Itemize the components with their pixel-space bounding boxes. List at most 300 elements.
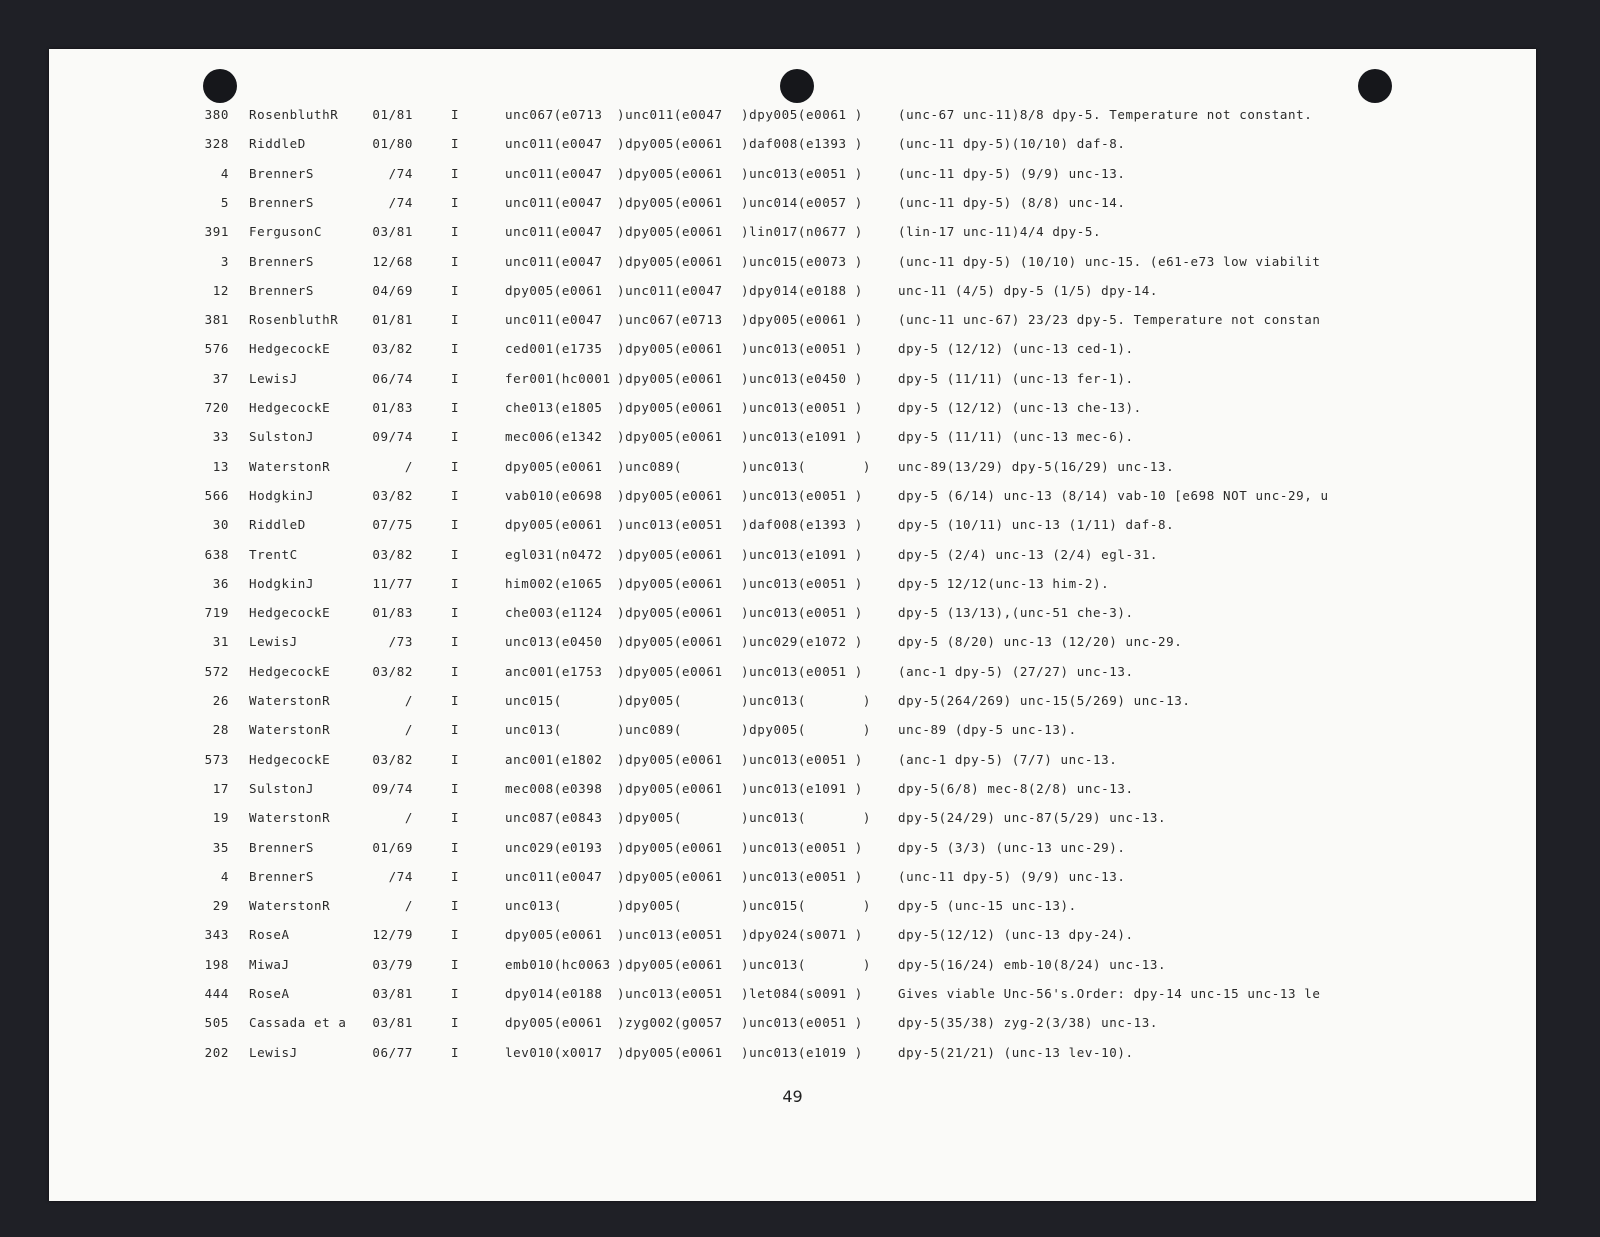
row-author: HodgkinJ	[249, 575, 315, 591]
row-gene-2: )dpy005(	[617, 898, 683, 914]
table-row	[49, 1045, 1536, 1074]
row-date: 03/82	[372, 341, 413, 357]
row-number: 343	[204, 927, 229, 943]
row-gene-1: unc011(e0047	[505, 194, 603, 210]
row-number: 381	[204, 312, 229, 328]
table-row	[49, 634, 1536, 663]
row-gene-2: )dpy005(e0061	[617, 194, 723, 210]
row-gene-2: )unc089(	[617, 722, 683, 738]
row-chromosome: I	[451, 253, 460, 269]
row-author: FergusonC	[249, 224, 323, 240]
row-number: 26	[212, 693, 229, 708]
row-gene-1: egl031(n0472	[505, 546, 603, 562]
row-result: dpy-5(16/24) emb-10(8/24) unc-13.	[898, 956, 1167, 972]
table-row	[49, 781, 1536, 810]
row-chromosome: I	[451, 107, 460, 122]
row-chromosome: I	[451, 400, 460, 415]
row-date: 11/77	[372, 575, 413, 591]
row-result: dpy-5 (12/12) (unc-13 che-13).	[898, 400, 1142, 415]
row-author: HedgecockE	[249, 400, 331, 415]
row-author: RosenbluthR	[249, 107, 339, 122]
row-number: 720	[204, 400, 229, 415]
row-number: 5	[220, 194, 229, 210]
row-gene-3: )unc013(e1091 )	[741, 780, 863, 796]
row-gene-2: )dpy005(e0061	[617, 546, 723, 562]
row-gene-3: )unc015(e0073 )	[741, 253, 863, 269]
table-row	[49, 605, 1536, 634]
row-result: dpy-5(35/38) zyg-2(3/38) unc-13.	[898, 1015, 1159, 1031]
row-number: 572	[204, 663, 229, 679]
row-gene-3: )unc013(e0051 )	[741, 868, 863, 884]
row-date: 01/81	[372, 107, 413, 122]
row-gene-1: unc011(e0047	[505, 136, 603, 152]
row-gene-2: )dpy005(e0061	[617, 1044, 723, 1060]
row-result: dpy-5 (12/12) (unc-13 ced-1).	[898, 341, 1134, 357]
row-gene-2: )dpy005(e0061	[617, 605, 723, 621]
row-gene-2: )unc067(e0713	[617, 312, 723, 328]
row-gene-1: ced001(e1735	[505, 341, 603, 357]
row-gene-3: )unc013(e0051 )	[741, 1015, 863, 1031]
row-gene-3: )unc015( )	[741, 898, 872, 914]
row-gene-1: unc015(	[505, 693, 562, 708]
row-chromosome: I	[451, 605, 460, 621]
row-date: /	[404, 693, 413, 708]
row-author: WaterstonR	[249, 810, 331, 826]
row-result: dpy-5(12/12) (unc-13 dpy-24).	[898, 927, 1134, 943]
row-date: 06/77	[372, 1044, 413, 1060]
row-result: dpy-5(24/29) unc-87(5/29) unc-13.	[898, 810, 1167, 826]
row-gene-1: unc013(	[505, 722, 562, 738]
row-author: RoseA	[249, 986, 290, 1001]
row-gene-3: )dpy005(e0061 )	[741, 312, 863, 328]
row-gene-2: )dpy005(	[617, 693, 683, 708]
row-number: 573	[204, 751, 229, 767]
row-author: RoseA	[249, 927, 290, 943]
row-date: 03/79	[372, 956, 413, 972]
row-gene-3: )unc013(e1019 )	[741, 1044, 863, 1060]
row-number: 391	[204, 224, 229, 240]
row-gene-2: )dpy005(e0061	[617, 487, 723, 503]
table-row	[49, 459, 1536, 488]
table-row	[49, 810, 1536, 839]
page-number: 49	[782, 1087, 803, 1106]
row-gene-2: )dpy005(e0061	[617, 575, 723, 591]
table-row	[49, 869, 1536, 898]
row-gene-2: )dpy005(e0061	[617, 868, 723, 884]
row-result: (anc-1 dpy-5) (27/27) unc-13.	[898, 663, 1134, 679]
row-gene-1: mec006(e1342	[505, 429, 603, 445]
row-gene-3: )let084(s0091 )	[741, 986, 863, 1001]
row-result: dpy-5 (8/20) unc-13 (12/20) unc-29.	[898, 634, 1183, 650]
row-number: 566	[204, 487, 229, 503]
row-gene-1: unc011(e0047	[505, 253, 603, 269]
table-row	[49, 400, 1536, 429]
table-row	[49, 1015, 1536, 1044]
row-date: 03/81	[372, 224, 413, 240]
row-chromosome: I	[451, 458, 460, 474]
row-result: (anc-1 dpy-5) (7/7) unc-13.	[898, 751, 1118, 767]
row-chromosome: I	[451, 956, 460, 972]
row-result: dpy-5 (10/11) unc-13 (1/11) daf-8.	[898, 517, 1175, 533]
table-row	[49, 898, 1536, 927]
row-gene-3: )unc013(e0051 )	[741, 575, 863, 591]
row-result: dpy-5(6/8) mec-8(2/8) unc-13.	[898, 780, 1134, 796]
row-chromosome: I	[451, 839, 460, 855]
row-date: /73	[388, 634, 413, 650]
row-gene-3: )lin017(n0677 )	[741, 224, 863, 240]
row-gene-2: )dpy005(e0061	[617, 956, 723, 972]
row-date: 01/81	[372, 312, 413, 328]
row-chromosome: I	[451, 575, 460, 591]
row-date: 03/82	[372, 751, 413, 767]
table-row	[49, 254, 1536, 283]
row-gene-1: unc067(e0713	[505, 107, 603, 122]
row-author: WaterstonR	[249, 722, 331, 738]
row-author: SulstonJ	[249, 780, 315, 796]
row-gene-3: )dpy005(e0061 )	[741, 107, 863, 122]
row-chromosome: I	[451, 429, 460, 445]
row-chromosome: I	[451, 370, 460, 386]
row-number: 19	[212, 810, 229, 826]
row-gene-2: )unc089(	[617, 458, 683, 474]
row-date: /	[404, 898, 413, 914]
table-row	[49, 722, 1536, 751]
row-result: dpy-5 (11/11) (unc-13 fer-1).	[898, 370, 1134, 386]
document-page	[49, 49, 1536, 1201]
row-gene-3: )dpy014(e0188 )	[741, 282, 863, 298]
row-date: 09/74	[372, 780, 413, 796]
table-row	[49, 957, 1536, 986]
row-gene-3: )unc013( )	[741, 810, 872, 826]
row-author: MiwaJ	[249, 956, 290, 972]
table-row	[49, 341, 1536, 370]
row-date: /	[404, 458, 413, 474]
row-date: /	[404, 722, 413, 738]
row-date: 07/75	[372, 517, 413, 533]
row-gene-2: )dpy005(e0061	[617, 224, 723, 240]
row-date: 03/81	[372, 986, 413, 1001]
row-gene-3: )unc013(e0051 )	[741, 839, 863, 855]
row-chromosome: I	[451, 1044, 460, 1060]
row-gene-1: che013(e1805	[505, 400, 603, 415]
row-author: BrennerS	[249, 868, 315, 884]
row-number: 29	[212, 898, 229, 914]
table-row	[49, 576, 1536, 605]
row-date: 03/82	[372, 487, 413, 503]
row-date: /74	[388, 165, 413, 181]
row-result: (unc-11 dpy-5) (10/10) unc-15. (e61-e73 low viabilit	[898, 253, 1321, 269]
row-author: HedgecockE	[249, 751, 331, 767]
row-author: WaterstonR	[249, 693, 331, 708]
row-gene-1: unc013(e0450	[505, 634, 603, 650]
row-date: 06/74	[372, 370, 413, 386]
row-number: 328	[204, 136, 229, 152]
row-gene-2: )unc013(e0051	[617, 986, 723, 1001]
row-date: 03/82	[372, 546, 413, 562]
table-row	[49, 429, 1536, 458]
row-number: 198	[204, 956, 229, 972]
row-number: 35	[212, 839, 229, 855]
row-date: 04/69	[372, 282, 413, 298]
row-number: 505	[204, 1015, 229, 1031]
row-gene-1: unc013(	[505, 898, 562, 914]
row-gene-3: )daf008(e1393 )	[741, 136, 863, 152]
row-gene-1: fer001(hc0001	[505, 370, 611, 386]
row-gene-1: dpy005(e0061	[505, 927, 603, 943]
row-author: BrennerS	[249, 165, 315, 181]
table-row	[49, 283, 1536, 312]
row-gene-2: )dpy005(e0061	[617, 751, 723, 767]
row-gene-1: dpy005(e0061	[505, 1015, 603, 1031]
row-chromosome: I	[451, 487, 460, 503]
row-number: 30	[212, 517, 229, 533]
row-chromosome: I	[451, 722, 460, 738]
row-gene-1: vab010(e0698	[505, 487, 603, 503]
table-row	[49, 693, 1536, 722]
row-number: 202	[204, 1044, 229, 1060]
row-chromosome: I	[451, 165, 460, 181]
row-result: unc-89 (dpy-5 unc-13).	[898, 722, 1077, 738]
row-chromosome: I	[451, 282, 460, 298]
row-chromosome: I	[451, 634, 460, 650]
row-result: dpy-5 (2/4) unc-13 (2/4) egl-31.	[898, 546, 1159, 562]
row-author: SulstonJ	[249, 429, 315, 445]
table-row	[49, 986, 1536, 1015]
row-number: 719	[204, 605, 229, 621]
row-chromosome: I	[451, 927, 460, 943]
row-gene-3: )unc013(e1091 )	[741, 429, 863, 445]
row-gene-3: )daf008(e1393 )	[741, 517, 863, 533]
row-date: 03/82	[372, 663, 413, 679]
row-author: HedgecockE	[249, 663, 331, 679]
row-chromosome: I	[451, 663, 460, 679]
row-result: dpy-5 (6/14) unc-13 (8/14) vab-10 [e698 NOT unc-29, u	[898, 487, 1329, 503]
row-chromosome: I	[451, 986, 460, 1001]
row-gene-3: )unc014(e0057 )	[741, 194, 863, 210]
row-gene-2: )dpy005(	[617, 810, 683, 826]
row-gene-2: )dpy005(e0061	[617, 780, 723, 796]
row-date: 12/68	[372, 253, 413, 269]
row-author: LewisJ	[249, 370, 298, 386]
row-gene-2: )dpy005(e0061	[617, 400, 723, 415]
row-number: 33	[212, 429, 229, 445]
row-date: /74	[388, 194, 413, 210]
row-date: 03/81	[372, 1015, 413, 1031]
row-author: HodgkinJ	[249, 487, 315, 503]
table-row	[49, 195, 1536, 224]
row-chromosome: I	[451, 898, 460, 914]
row-date: 01/69	[372, 839, 413, 855]
row-gene-3: )unc013(e0051 )	[741, 341, 863, 357]
row-chromosome: I	[451, 194, 460, 210]
row-gene-1: dpy005(e0061	[505, 517, 603, 533]
row-author: TrentC	[249, 546, 298, 562]
row-gene-1: mec008(e0398	[505, 780, 603, 796]
row-author: RiddleD	[249, 517, 306, 533]
row-gene-2: )dpy005(e0061	[617, 253, 723, 269]
row-gene-1: unc029(e0193	[505, 839, 603, 855]
row-gene-1: unc011(e0047	[505, 224, 603, 240]
row-number: 31	[212, 634, 229, 650]
row-author: RosenbluthR	[249, 312, 339, 328]
row-author: Cassada et a	[249, 1015, 347, 1031]
row-author: BrennerS	[249, 839, 315, 855]
row-author: BrennerS	[249, 282, 315, 298]
row-gene-3: )unc013(e0051 )	[741, 487, 863, 503]
row-gene-3: )unc013(e1091 )	[741, 546, 863, 562]
table-row	[49, 488, 1536, 517]
row-result: Gives viable Unc-56's.Order: dpy-14 unc-15 unc-13 le	[898, 986, 1321, 1001]
row-chromosome: I	[451, 136, 460, 152]
row-result: unc-11 (4/5) dpy-5 (1/5) dpy-14.	[898, 282, 1159, 298]
table-row	[49, 312, 1536, 341]
row-result: dpy-5 (13/13),(unc-51 che-3).	[898, 605, 1134, 621]
row-number: 380	[204, 107, 229, 122]
row-gene-1: unc011(e0047	[505, 165, 603, 181]
row-number: 13	[212, 458, 229, 474]
row-gene-3: )unc013( )	[741, 458, 872, 474]
row-number: 4	[220, 868, 229, 884]
row-result: (unc-11 unc-67) 23/23 dpy-5. Temperature not constan	[898, 312, 1321, 328]
row-gene-3: )unc013(e0051 )	[741, 605, 863, 621]
table-row	[49, 224, 1536, 253]
row-gene-1: dpy005(e0061	[505, 458, 603, 474]
row-gene-2: )dpy005(e0061	[617, 663, 723, 679]
row-result: dpy-5(21/21) (unc-13 lev-10).	[898, 1044, 1134, 1060]
row-chromosome: I	[451, 810, 460, 826]
table-row	[49, 166, 1536, 195]
row-gene-2: )unc011(e0047	[617, 107, 723, 122]
row-number: 36	[212, 575, 229, 591]
row-gene-2: )unc013(e0051	[617, 927, 723, 943]
punch-hole-left	[203, 69, 237, 103]
row-result: (unc-11 dpy-5)(10/10) daf-8.	[898, 136, 1126, 152]
row-gene-3: )dpy005( )	[741, 722, 872, 738]
row-author: WaterstonR	[249, 458, 331, 474]
punch-hole-center	[780, 69, 814, 103]
table-row	[49, 107, 1536, 136]
row-date: /	[404, 810, 413, 826]
row-result: (unc-67 unc-11)8/8 dpy-5. Temperature not constant.	[898, 107, 1313, 122]
row-chromosome: I	[451, 224, 460, 240]
row-chromosome: I	[451, 693, 460, 708]
row-author: LewisJ	[249, 1044, 298, 1060]
row-chromosome: I	[451, 312, 460, 328]
row-gene-2: )dpy005(e0061	[617, 136, 723, 152]
table-row	[49, 136, 1536, 165]
row-gene-3: )unc013( )	[741, 693, 872, 708]
row-result: dpy-5 12/12(unc-13 him-2).	[898, 575, 1110, 591]
table-row	[49, 517, 1536, 546]
row-date: 01/83	[372, 400, 413, 415]
row-result: (lin-17 unc-11)4/4 dpy-5.	[898, 224, 1102, 240]
row-number: 37	[212, 370, 229, 386]
table-row	[49, 927, 1536, 956]
row-gene-3: )unc013(e0051 )	[741, 165, 863, 181]
row-number: 12	[212, 282, 229, 298]
row-number: 28	[212, 722, 229, 738]
row-chromosome: I	[451, 780, 460, 796]
row-author: RiddleD	[249, 136, 306, 152]
row-date: /74	[388, 868, 413, 884]
row-number: 444	[204, 986, 229, 1001]
row-result: dpy-5 (3/3) (unc-13 unc-29).	[898, 839, 1126, 855]
row-author: WaterstonR	[249, 898, 331, 914]
row-result: (unc-11 dpy-5) (8/8) unc-14.	[898, 194, 1126, 210]
row-author: HedgecockE	[249, 341, 331, 357]
table-row	[49, 664, 1536, 693]
row-chromosome: I	[451, 341, 460, 357]
row-gene-1: emb010(hc0063	[505, 956, 611, 972]
row-gene-1: lev010(x0017	[505, 1044, 603, 1060]
row-gene-2: )dpy005(e0061	[617, 839, 723, 855]
row-author: BrennerS	[249, 194, 315, 210]
row-gene-1: unc087(e0843	[505, 810, 603, 826]
row-result: (unc-11 dpy-5) (9/9) unc-13.	[898, 165, 1126, 181]
table-row	[49, 547, 1536, 576]
row-number: 638	[204, 546, 229, 562]
row-gene-2: )zyg002(g0057	[617, 1015, 723, 1031]
row-gene-2: )dpy005(e0061	[617, 165, 723, 181]
row-number: 4	[220, 165, 229, 181]
row-gene-3: )dpy024(s0071 )	[741, 927, 863, 943]
row-gene-3: )unc029(e1072 )	[741, 634, 863, 650]
row-number: 3	[220, 253, 229, 269]
row-result: dpy-5 (11/11) (unc-13 mec-6).	[898, 429, 1134, 445]
row-gene-3: )unc013( )	[741, 956, 872, 972]
row-date: 09/74	[372, 429, 413, 445]
row-gene-1: unc011(e0047	[505, 312, 603, 328]
table-row	[49, 752, 1536, 781]
row-gene-1: che003(e1124	[505, 605, 603, 621]
row-date: 12/79	[372, 927, 413, 943]
row-date: 01/83	[372, 605, 413, 621]
row-result: dpy-5(264/269) unc-15(5/269) unc-13.	[898, 693, 1191, 708]
row-author: HedgecockE	[249, 605, 331, 621]
row-chromosome: I	[451, 868, 460, 884]
row-number: 17	[212, 780, 229, 796]
row-gene-1: unc011(e0047	[505, 868, 603, 884]
row-gene-2: )unc013(e0051	[617, 517, 723, 533]
punch-hole-right	[1358, 69, 1392, 103]
table-row	[49, 840, 1536, 869]
row-gene-3: )unc013(e0450 )	[741, 370, 863, 386]
row-gene-3: )unc013(e0051 )	[741, 400, 863, 415]
row-gene-1: dpy005(e0061	[505, 282, 603, 298]
row-gene-2: )dpy005(e0061	[617, 429, 723, 445]
row-author: LewisJ	[249, 634, 298, 650]
row-chromosome: I	[451, 1015, 460, 1031]
row-gene-2: )dpy005(e0061	[617, 634, 723, 650]
row-gene-2: )dpy005(e0061	[617, 370, 723, 386]
row-gene-1: him002(e1065	[505, 575, 603, 591]
row-chromosome: I	[451, 517, 460, 533]
row-gene-2: )dpy005(e0061	[617, 341, 723, 357]
row-author: BrennerS	[249, 253, 315, 269]
row-result: dpy-5 (unc-15 unc-13).	[898, 898, 1077, 914]
row-number: 576	[204, 341, 229, 357]
row-gene-1: dpy014(e0188	[505, 986, 603, 1001]
row-gene-3: )unc013(e0051 )	[741, 663, 863, 679]
row-result: unc-89(13/29) dpy-5(16/29) unc-13.	[898, 458, 1175, 474]
row-date: 01/80	[372, 136, 413, 152]
row-chromosome: I	[451, 546, 460, 562]
table-row	[49, 371, 1536, 400]
row-gene-1: anc001(e1802	[505, 751, 603, 767]
row-chromosome: I	[451, 751, 460, 767]
row-gene-2: )unc011(e0047	[617, 282, 723, 298]
row-result: (unc-11 dpy-5) (9/9) unc-13.	[898, 868, 1126, 884]
